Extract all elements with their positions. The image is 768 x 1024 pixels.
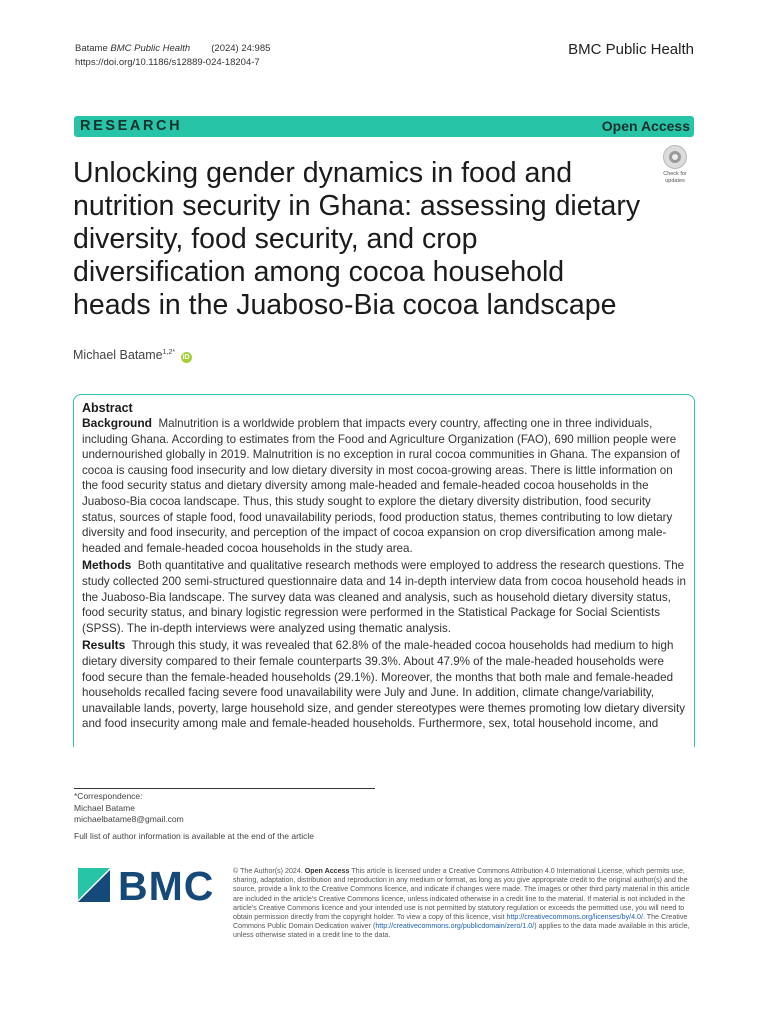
methods-text: Both quantitative and qualitative research methods were employed to address the research questions. The study collected 200 semi-structured questionnaire data and 14 in-depth interview data from cocoa household heads in the Juaboso-Bia landscape. The survey data was cleaned and analysis, such as household dietary diversity status, food security status, and binary logistic regression were performed in the Statistical Package for Social Scientists (SPSS). The in-depth interviews were analyzed using thematic analysis. xyxy=(82,559,686,635)
abstract-heading: Abstract xyxy=(82,401,133,415)
check-updates-icon xyxy=(663,145,687,169)
abstract-methods xyxy=(82,558,686,636)
background-label: Background xyxy=(82,416,153,430)
license-text-3: ) applies to the data made available in this article, unless otherwise stated in a credit line to the data. xyxy=(233,922,690,940)
correspondence-label: *Correspondence: xyxy=(74,791,143,801)
copyright: © The Author(s) 2024. xyxy=(233,867,303,875)
correspondence-block xyxy=(74,791,184,826)
license-open-access: Open Access xyxy=(304,867,350,875)
footnote-rule xyxy=(74,788,375,789)
cc-by-link[interactable]: http://creativecommons.org/licenses/by/4.0/ xyxy=(506,913,643,922)
license-text-2: . The Creative Commons Public Domain Dedication waiver ( xyxy=(233,913,688,931)
abstract-box xyxy=(73,394,695,747)
correspondence-name: Michael Batame xyxy=(74,802,135,813)
check-updates-label: Check for updates xyxy=(663,171,687,184)
doi-link[interactable]: https://doi.org/10.1186/s12889-024-18204-7 xyxy=(75,57,260,68)
header-author: Batame xyxy=(75,43,108,54)
license-statement xyxy=(233,867,694,941)
journal-name: BMC Public Health xyxy=(568,41,694,58)
section-banner xyxy=(74,116,694,137)
license-text-1: This article is licensed under a Creative Commons Attribution 4.0 International License, which permits use, sharing, adaptation, distribution and reproduction in any medium or format, as long as you give appropriate credit to the original author(s) and the source, provide a link to the Creative Commons licence, and indicate if changes were made. The images or other third party material in this article are included in the article's Creative Commons licence, unless indicated otherwise in a credit line to the material. If material is not included in the article's Creative Commons licence and your intended use is not permitted by statutory regulation or exceeds the permitted use, you will need to obtain permission directly from the copyright holder. To view a copy of this licence, visit xyxy=(233,867,690,922)
open-access-label: Open Access xyxy=(601,118,690,134)
header-journal: BMC Public Health xyxy=(110,43,191,54)
running-header xyxy=(75,42,270,70)
abstract-background xyxy=(82,416,686,556)
bmc-logo-text: BMC xyxy=(118,863,215,909)
author-affiliations: 1,2* xyxy=(162,348,176,356)
methods-label: Methods xyxy=(82,558,132,573)
check-for-updates-button[interactable] xyxy=(656,145,694,185)
correspondence-email[interactable]: michaelbatame8@gmail.com xyxy=(74,814,184,824)
article-title: Unlocking gender dynamics in food and nutrition security in Ghana: assessing dietary diversity, food security, and crop diversification among cocoa household heads in the Juaboso-Bia cocoa landscape xyxy=(73,157,641,321)
cc-zero-link[interactable]: http://creativecommons.org/publicdomain/zero/1.0/ xyxy=(375,922,535,931)
citation-line xyxy=(75,42,270,56)
author-info-note: Full list of author information is available at the end of the article xyxy=(74,831,315,841)
background-text: Malnutrition is a worldwide problem that impacts every country, affecting one in three individuals, including Ghana. According to estimates from the Food and Agriculture Organization (FAO), 690 million people were undernourished globally in 2019. Malnutrition is no exception in rural cocoa communities in Ghana. The expansion of cocoa is causing food insecurity and low dietary diversity in most cocoa-growing areas. There is little information on the food security status and dietary diversity among male-headed and female-headed cocoa households in the Juaboso-Bia cocoa landscape. Thus, this study sought to explore the dietary diversity distribution, food security status, sources of staple food, food unavailability periods, food production status, themes contributing to low dietary diversity and food insecurity, and perception of the impact of cocoa expansion on crop diversification among male-headed and female-headed cocoa households in the study area. xyxy=(82,417,680,555)
author-name[interactable]: Michael Batame xyxy=(73,348,163,362)
orcid-icon[interactable]: iD xyxy=(182,354,190,361)
results-label: Results xyxy=(82,638,126,653)
section-label: RESEARCH xyxy=(80,118,183,134)
header-citation: (2024) 24:985 xyxy=(211,43,271,54)
results-text: Through this study, it was revealed that 62.8% of the male-headed cocoa households had medium to high dietary diversity compared to their female counterparts 39.3%. About 47.9% of the male-headed households were food secure than the female-headed households (29.1%). Moreover, the months that both male and female-headed households recalled facing severe food unavailability were July and June. In addition, climate change/variability, unavailable lands, poverty, large household size, and gender stereotypes were themes promoting low dietary diversity and food insecurity among male and female-headed households. Furthermore, sex, total household income, and xyxy=(82,639,685,731)
author-line xyxy=(73,348,192,363)
abstract-results xyxy=(82,638,686,732)
